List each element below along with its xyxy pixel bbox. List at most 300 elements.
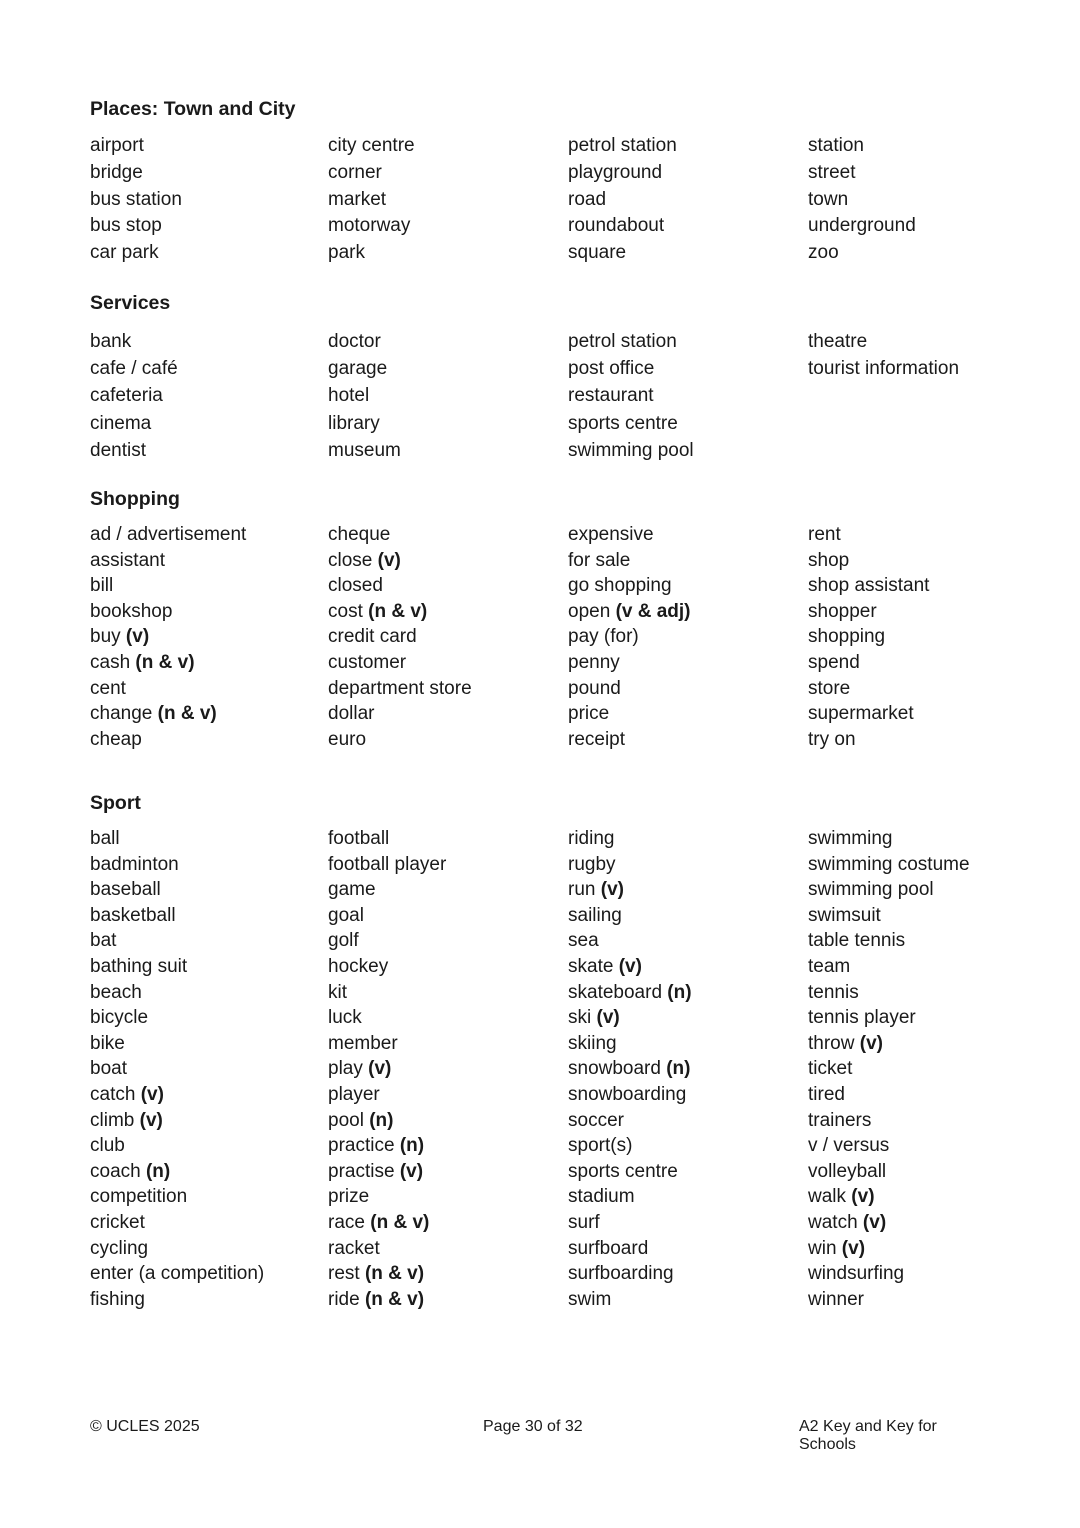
word-text: zoo: [808, 242, 839, 264]
word-text: bank: [90, 331, 132, 352]
vocabulary-word: [808, 1287, 1048, 1313]
word-text: open: [568, 600, 611, 622]
vocabulary-word: [328, 410, 568, 437]
vocabulary-word: [90, 410, 328, 437]
word-text: race: [328, 1211, 365, 1233]
vocabulary-word: [90, 727, 328, 753]
word-text: assistant: [90, 549, 165, 571]
word-column: [808, 826, 1048, 1312]
vocabulary-word: [328, 133, 568, 160]
word-text: dentist: [90, 439, 146, 461]
word-text: bill: [90, 575, 114, 597]
part-of-speech: (v): [859, 1032, 883, 1054]
vocabulary-word: [90, 187, 328, 214]
vocabulary-word: [568, 437, 808, 464]
vocabulary-word: [808, 1210, 1048, 1236]
vocabulary-word: [90, 826, 328, 852]
vocabulary-word: [568, 382, 808, 409]
word-text: expensive: [568, 524, 654, 545]
vocabulary-word: [90, 548, 328, 574]
word-text: swimsuit: [808, 904, 881, 926]
word-text: shop assistant: [808, 575, 930, 597]
vocabulary-word: [808, 928, 1048, 954]
vocabulary-word: [808, 1261, 1048, 1287]
vocabulary-word: [568, 852, 808, 878]
vocabulary-word: [568, 1210, 808, 1236]
vocabulary-word: [328, 1210, 568, 1236]
word-text: bookshop: [90, 600, 173, 622]
word-text: cafeteria: [90, 385, 163, 407]
part-of-speech: (n & v): [135, 651, 195, 673]
vocabulary-word: [568, 1133, 808, 1159]
word-text: street: [808, 161, 856, 183]
word-text: player: [328, 1083, 380, 1105]
word-text: post office: [568, 358, 655, 380]
word-text: playground: [568, 161, 663, 183]
vocabulary-word: [808, 650, 1048, 676]
vocabulary-word: [568, 355, 808, 382]
word-text: change: [90, 703, 153, 725]
part-of-speech: (n): [369, 1109, 394, 1131]
word-text: goal: [328, 904, 364, 926]
word-text: department store: [328, 677, 472, 699]
word-text: club: [90, 1135, 125, 1157]
word-text: supermarket: [808, 703, 914, 725]
vocabulary-word: [568, 599, 808, 625]
vocabulary-word: [328, 624, 568, 650]
vocabulary-word: [328, 701, 568, 727]
vocabulary-word: [808, 1005, 1048, 1031]
part-of-speech: (v): [140, 1083, 164, 1105]
word-text: tourist information: [808, 358, 960, 380]
word-text: customer: [328, 651, 407, 673]
word-column: [90, 133, 328, 267]
vocabulary-word: [328, 548, 568, 574]
vocabulary-word: [328, 382, 568, 409]
word-text: buy: [90, 626, 121, 648]
word-text: enter (a competition): [90, 1263, 265, 1285]
word-text: sailing: [568, 904, 622, 926]
vocabulary-word: [90, 328, 328, 355]
word-text: hotel: [328, 385, 370, 407]
word-text: ski: [568, 1007, 592, 1029]
vocabulary-word: [568, 676, 808, 702]
word-text: swimming: [808, 828, 893, 849]
vocabulary-word: [808, 826, 1048, 852]
vocabulary-word: [808, 676, 1048, 702]
word-text: station: [808, 135, 864, 156]
word-text: swimming costume: [808, 853, 970, 875]
word-text: team: [808, 955, 851, 977]
vocabulary-word: [568, 701, 808, 727]
part-of-speech: (v): [368, 1058, 392, 1080]
word-text: kit: [328, 981, 347, 1003]
word-text: bus stop: [90, 215, 162, 237]
vocabulary-word: [328, 1184, 568, 1210]
word-text: for sale: [568, 549, 631, 571]
word-column: [568, 826, 808, 1312]
word-text: town: [808, 188, 849, 210]
vocabulary-word: [568, 410, 808, 437]
word-text: v / versus: [808, 1135, 890, 1157]
word-text: baseball: [90, 879, 161, 901]
word-text: bathing suit: [90, 955, 188, 977]
vocabulary-word: [90, 954, 328, 980]
vocabulary-word: [328, 160, 568, 187]
word-text: sports centre: [568, 1160, 678, 1182]
vocabulary-word: [808, 160, 1048, 187]
word-column: [328, 826, 568, 1312]
vocabulary-word: [90, 852, 328, 878]
vocabulary-word: [328, 599, 568, 625]
word-text: beach: [90, 981, 142, 1003]
vocabulary-word: [328, 980, 568, 1006]
vocabulary-word: [808, 903, 1048, 929]
section-title: Shopping: [90, 488, 180, 510]
vocabulary-word: [808, 1031, 1048, 1057]
word-grid: [90, 826, 1050, 1312]
vocabulary-word: [568, 160, 808, 187]
word-text: cheap: [90, 728, 142, 750]
word-grid: [90, 328, 1050, 464]
word-column: [90, 826, 328, 1312]
word-text: badminton: [90, 853, 179, 875]
vocabulary-word: [568, 1159, 808, 1185]
vocabulary-word: [568, 903, 808, 929]
vocabulary-word: [808, 1108, 1048, 1134]
vocabulary-word: [90, 1159, 328, 1185]
vocabulary-word: [568, 573, 808, 599]
section-title: Services: [90, 292, 171, 314]
vocabulary-word: [568, 1108, 808, 1134]
vocabulary-word: [808, 240, 1048, 267]
vocabulary-word: [808, 624, 1048, 650]
word-text: boat: [90, 1058, 127, 1080]
word-column: [328, 522, 568, 752]
vocabulary-word: [90, 1210, 328, 1236]
word-text: table tennis: [808, 930, 906, 952]
word-text: bridge: [90, 161, 143, 183]
word-text: game: [328, 879, 376, 901]
vocabulary-word: [568, 624, 808, 650]
footer-page-number: Page 30 of 32: [483, 1418, 583, 1435]
section-title: Places: Town and City: [90, 98, 296, 120]
word-text: tired: [808, 1083, 845, 1105]
vocabulary-word: [90, 1236, 328, 1262]
word-text: cost: [328, 600, 363, 622]
vocabulary-word: [90, 928, 328, 954]
word-text: ball: [90, 828, 120, 849]
word-text: rest: [328, 1263, 360, 1285]
word-text: throw: [808, 1032, 855, 1054]
vocabulary-word: [568, 1005, 808, 1031]
vocabulary-word: [90, 1031, 328, 1057]
vocabulary-word: [568, 1236, 808, 1262]
word-text: competition: [90, 1186, 188, 1208]
section-shopping: [90, 487, 1050, 752]
word-text: walk: [808, 1186, 847, 1208]
word-text: skiing: [568, 1032, 617, 1054]
vocabulary-word: [808, 701, 1048, 727]
vocabulary-word: [328, 852, 568, 878]
vocabulary-word: [808, 548, 1048, 574]
word-text: watch: [808, 1211, 858, 1233]
vocabulary-word: [328, 355, 568, 382]
vocabulary-word: [808, 355, 1048, 382]
vocabulary-word: [328, 187, 568, 214]
word-text: go shopping: [568, 575, 672, 597]
vocabulary-word: [328, 1287, 568, 1313]
word-column: [328, 133, 568, 267]
word-text: practice: [328, 1135, 395, 1157]
section-places: [90, 97, 1050, 267]
word-column: [568, 522, 808, 752]
vocabulary-word: [328, 240, 568, 267]
part-of-speech: (v & adj): [615, 600, 691, 622]
word-text: rugby: [568, 853, 616, 875]
word-text: cycling: [90, 1237, 149, 1259]
word-text: trainers: [808, 1109, 872, 1131]
word-text: windsurfing: [808, 1263, 905, 1285]
vocabulary-word: [90, 980, 328, 1006]
word-text: cricket: [90, 1211, 145, 1233]
vocabulary-word: [808, 1056, 1048, 1082]
word-text: shop: [808, 549, 850, 571]
word-text: run: [568, 879, 596, 901]
word-column: [808, 522, 1048, 752]
word-text: pay (for): [568, 626, 639, 648]
vocabulary-word: [808, 328, 1048, 355]
word-text: tennis player: [808, 1007, 916, 1029]
footer-document-title: A2 Key and Key for Schools: [799, 1418, 937, 1453]
vocabulary-word: [808, 1236, 1048, 1262]
vocabulary-word: [808, 1133, 1048, 1159]
part-of-speech: (n & v): [364, 1263, 425, 1285]
word-text: winner: [808, 1288, 864, 1310]
vocabulary-word: [568, 1082, 808, 1108]
vocabulary-word: [90, 1108, 328, 1134]
section-services: [90, 291, 1050, 464]
vocabulary-word: [90, 599, 328, 625]
word-grid: [90, 522, 1050, 752]
vocabulary-word: [568, 826, 808, 852]
vocabulary-word: [328, 650, 568, 676]
word-text: snowboarding: [568, 1083, 687, 1105]
word-text: play: [328, 1058, 363, 1080]
word-text: library: [328, 412, 380, 434]
part-of-speech: (v): [618, 955, 642, 977]
word-text: theatre: [808, 331, 868, 352]
word-text: dollar: [328, 703, 375, 725]
vocabulary-word: [568, 133, 808, 160]
vocabulary-word: [328, 1056, 568, 1082]
vocabulary-word: [328, 213, 568, 240]
section-sport: [90, 791, 1050, 1312]
vocabulary-word: [808, 133, 1048, 160]
vocabulary-word: [328, 1005, 568, 1031]
vocabulary-word: [90, 1082, 328, 1108]
vocabulary-word: [328, 903, 568, 929]
vocabulary-word: [90, 650, 328, 676]
word-text: closed: [328, 575, 383, 597]
word-text: catch: [90, 1083, 136, 1105]
part-of-speech: (v): [596, 1007, 620, 1029]
vocabulary-word: [90, 701, 328, 727]
word-text: bus station: [90, 188, 182, 210]
vocabulary-word: [328, 1082, 568, 1108]
word-text: park: [328, 242, 365, 264]
word-text: motorway: [328, 215, 411, 237]
word-text: football: [328, 828, 390, 849]
vocabulary-word: [328, 1159, 568, 1185]
word-text: volleyball: [808, 1160, 887, 1182]
vocabulary-word: [568, 980, 808, 1006]
part-of-speech: (v): [377, 549, 401, 571]
word-text: penny: [568, 651, 620, 673]
word-text: corner: [328, 161, 382, 183]
word-text: city centre: [328, 135, 415, 156]
part-of-speech: (v): [862, 1211, 887, 1233]
vocabulary-word: [808, 213, 1048, 240]
vocabulary-word: [90, 1133, 328, 1159]
vocabulary-word: [328, 437, 568, 464]
word-text: underground: [808, 215, 916, 237]
part-of-speech: (v): [600, 879, 624, 901]
word-text: stadium: [568, 1186, 635, 1208]
vocabulary-word: [90, 522, 328, 548]
vocabulary-word: [90, 1056, 328, 1082]
vocabulary-word: [568, 522, 808, 548]
word-text: football player: [328, 853, 447, 875]
word-text: cinema: [90, 412, 152, 434]
vocabulary-word: [328, 1031, 568, 1057]
vocabulary-word: [568, 1056, 808, 1082]
vocabulary-word: [90, 355, 328, 382]
part-of-speech: (n): [667, 981, 692, 1003]
vocabulary-word: [808, 1082, 1048, 1108]
vocabulary-word: [568, 1031, 808, 1057]
word-text: sport(s): [568, 1135, 633, 1157]
vocabulary-word: [90, 676, 328, 702]
vocabulary-word: [328, 1108, 568, 1134]
word-text: car park: [90, 242, 159, 264]
word-text: ad / advertisement: [90, 524, 247, 545]
word-column: [90, 328, 328, 464]
word-text: bike: [90, 1032, 125, 1054]
word-text: swimming pool: [808, 879, 934, 901]
part-of-speech: (n & v): [370, 1211, 430, 1233]
vocabulary-word: [568, 650, 808, 676]
word-text: golf: [328, 930, 359, 952]
vocabulary-word: [328, 328, 568, 355]
word-text: try on: [808, 728, 856, 750]
vocabulary-word: [808, 954, 1048, 980]
part-of-speech: (n & v): [368, 600, 428, 622]
word-column: [328, 328, 568, 464]
vocabulary-word: [568, 548, 808, 574]
word-text: climb: [90, 1109, 135, 1131]
vocabulary-word: [90, 1261, 328, 1287]
vocabulary-word: [808, 727, 1048, 753]
vocabulary-word: [568, 1261, 808, 1287]
word-text: luck: [328, 1007, 362, 1029]
vocabulary-word: [568, 240, 808, 267]
vocabulary-word: [90, 213, 328, 240]
word-text: prize: [328, 1186, 370, 1208]
word-text: credit card: [328, 626, 417, 648]
part-of-speech: (v): [851, 1186, 875, 1208]
word-grid: [90, 133, 1050, 267]
vocabulary-word: [328, 1236, 568, 1262]
footer-copyright: © UCLES 2025: [90, 1418, 200, 1435]
vocabulary-word: [90, 1005, 328, 1031]
part-of-speech: (n & v): [364, 1288, 425, 1310]
word-column: [808, 133, 1048, 267]
word-text: ticket: [808, 1058, 853, 1080]
vocabulary-word: [808, 599, 1048, 625]
word-text: cafe / café: [90, 358, 178, 380]
word-text: close: [328, 549, 373, 571]
part-of-speech: (n & v): [157, 703, 217, 725]
word-text: skate: [568, 955, 614, 977]
vocabulary-word: [568, 187, 808, 214]
word-text: racket: [328, 1237, 380, 1259]
word-column: [568, 328, 808, 464]
word-text: spend: [808, 651, 860, 673]
word-column: [90, 522, 328, 752]
vocabulary-word: [808, 852, 1048, 878]
word-text: swim: [568, 1288, 612, 1310]
vocabulary-word: [328, 826, 568, 852]
word-text: sea: [568, 930, 599, 952]
word-text: pool: [328, 1109, 364, 1131]
vocabulary-word: [90, 1184, 328, 1210]
vocabulary-word: [808, 980, 1048, 1006]
vocabulary-word: [90, 877, 328, 903]
word-text: tennis: [808, 981, 859, 1003]
vocabulary-word: [808, 187, 1048, 214]
vocabulary-word: [568, 877, 808, 903]
vocabulary-word: [328, 573, 568, 599]
word-text: coach: [90, 1160, 141, 1182]
vocabulary-word: [90, 437, 328, 464]
word-text: square: [568, 242, 627, 264]
vocabulary-word: [808, 573, 1048, 599]
word-text: shopping: [808, 626, 886, 648]
vocabulary-word: [568, 954, 808, 980]
word-text: soccer: [568, 1109, 624, 1131]
vocabulary-word: [568, 928, 808, 954]
vocabulary-word: [568, 328, 808, 355]
vocabulary-word: [328, 1261, 568, 1287]
part-of-speech: (v): [139, 1109, 163, 1131]
word-text: practise: [328, 1160, 395, 1182]
word-column: [808, 328, 1048, 464]
vocabulary-word: [328, 877, 568, 903]
word-text: road: [568, 188, 607, 210]
word-text: swimming pool: [568, 439, 694, 461]
word-text: basketball: [90, 904, 176, 926]
vocabulary-word: [90, 240, 328, 267]
part-of-speech: (n): [145, 1160, 171, 1182]
part-of-speech: (v): [125, 626, 150, 648]
word-text: sports centre: [568, 412, 678, 434]
word-text: cash: [90, 651, 131, 673]
vocabulary-word: [90, 160, 328, 187]
vocabulary-word: [90, 903, 328, 929]
word-text: surfboarding: [568, 1263, 674, 1285]
vocabulary-word: [328, 1133, 568, 1159]
